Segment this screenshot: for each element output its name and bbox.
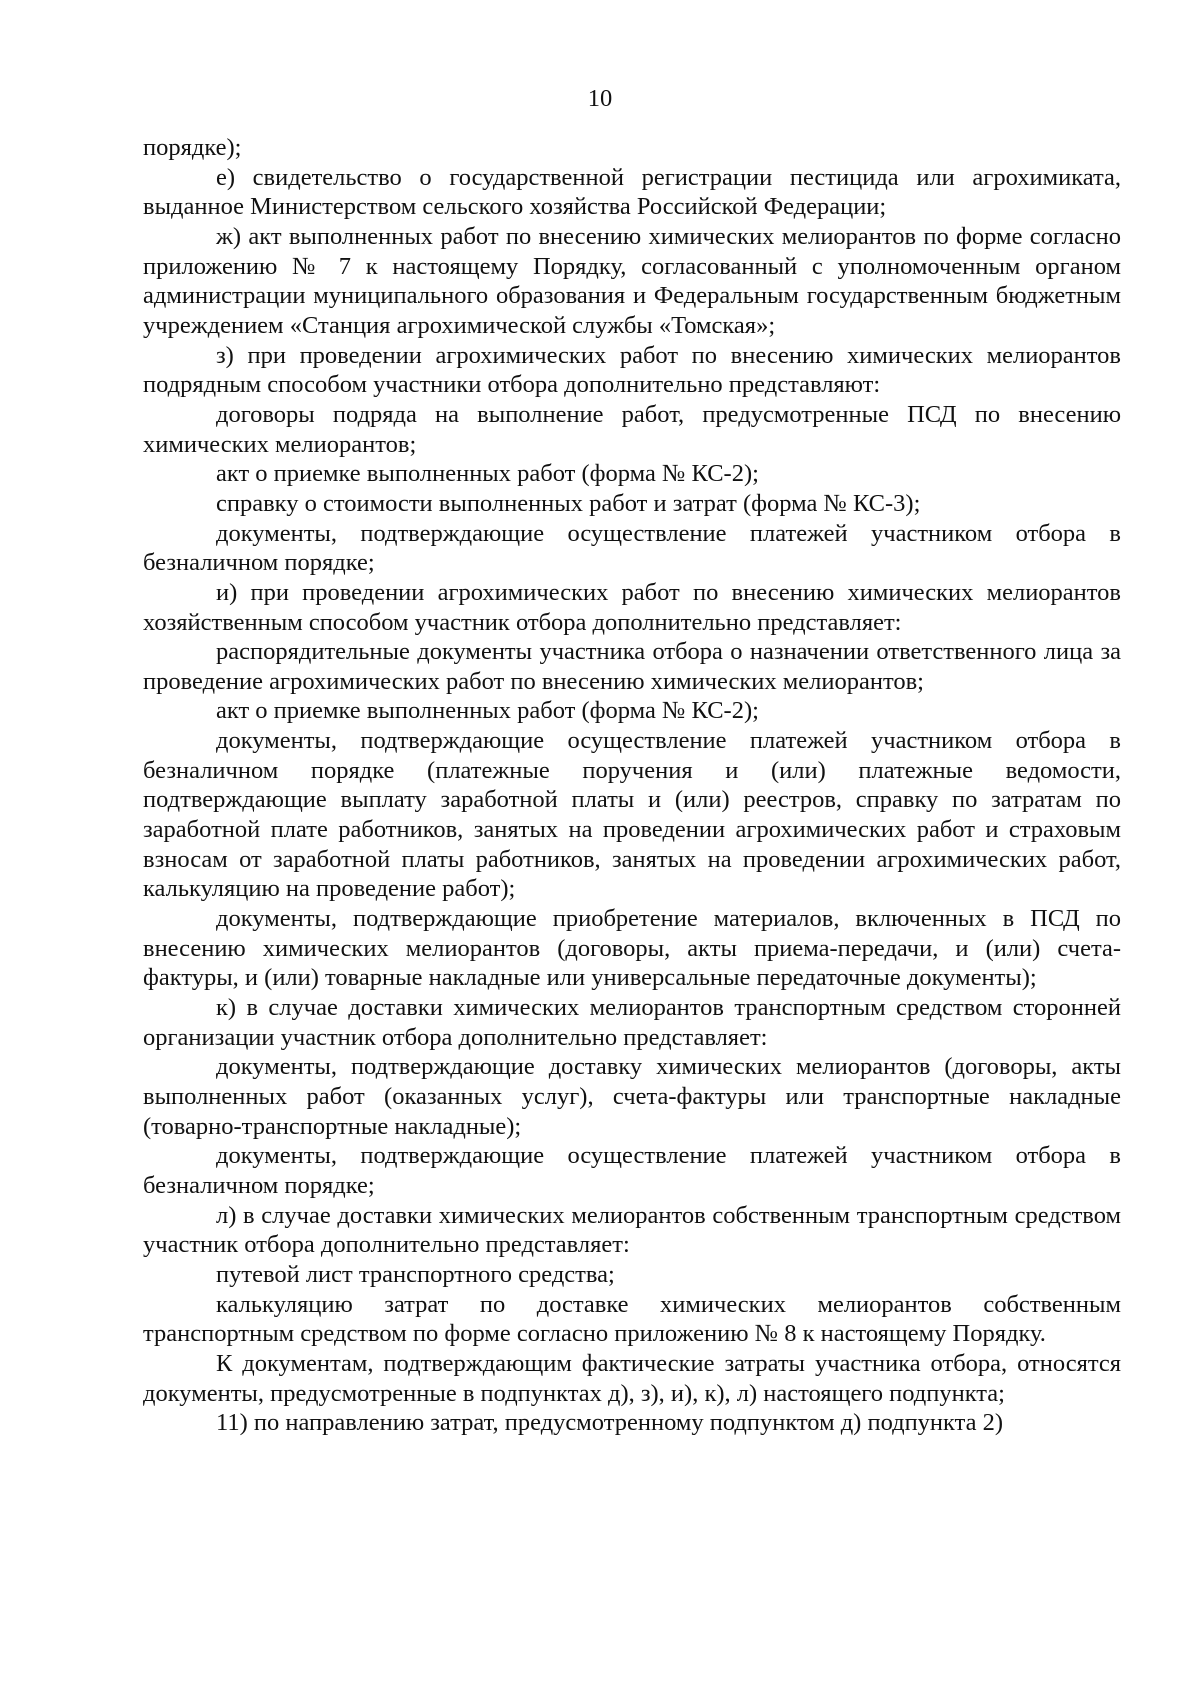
document-body	[143, 133, 1121, 1438]
paragraph-ks3-certificate: справку о стоимости выполненных работ и затрат (форма № КС-3);	[216, 489, 921, 517]
paragraph-waybill: путевой лист транспортного средства;	[216, 1260, 615, 1288]
paragraph-actual-costs: К документам, подтверждающим фактические затраты участника отбора, относятся документы, предусмотренные в подпунктах д), з), и), к), л) настоящего подпункта;	[143, 1349, 1121, 1407]
paragraph-contracts: договоры подряда на выполнение работ, предусмотренные ПСД по внесению химических мелиорантов;	[143, 400, 1121, 458]
paragraph-ks2-act: акт о приемке выполненных работ (форма № КС-2);	[216, 460, 759, 488]
paragraph-item-11: 11) по направлению затрат, предусмотренному подпунктом д) подпункта 2)	[216, 1409, 1004, 1437]
page-number: 10	[587, 85, 613, 112]
paragraph-delivery-docs: документы, подтверждающие доставку химических мелиорантов (договоры, акты выполненных работ (оказанных услуг), счета-фактуры или транспортные накладные (товарно-транспортные накладные);	[143, 1053, 1121, 1140]
paragraph-payment-docs-detailed: документы, подтверждающие осуществление платежей участником отбора в безналичном порядке (платежные поручения и (или) платежные ведомости, подтверждающие выплату заработной платы и (или) реестров, справку по затратам по заработной плате работников, занятых на проведении агрохимических работ и страховым взносам от заработной платы работников, занятых на проведении агрохимических работ, калькуляцию на проведение работ);	[143, 727, 1121, 903]
paragraph-ks2-act-2: акт о приемке выполненных работ (форма № КС-2);	[216, 697, 759, 725]
paragraph-cost-calculation: калькуляцию затрат по доставке химических мелиорантов собственным транспортным средством по форме согласно приложению № 8 к настоящему Порядку.	[143, 1290, 1121, 1348]
paragraph-item-i: и) при проведении агрохимических работ по внесению химических мелиорантов хозяйственным способом участник отбора дополнительно представляет:	[143, 578, 1121, 636]
paragraph-item-k: к) в случае доставки химических мелиорантов транспортным средством сторонней организации участник отбора дополнительно представляет:	[143, 994, 1121, 1051]
paragraph-payment-docs: документы, подтверждающие осуществление платежей участником отбора в безналичном порядке;	[143, 519, 1121, 577]
paragraph-administrative-docs: распорядительные документы участника отбора о назначении ответственного лица за проведение агрохимических работ по внесению химических мелиорантов;	[143, 638, 1121, 695]
paragraph-item-l: л) в случае доставки химических мелиорантов собственным транспортным средством участник отбора дополнительно представляет:	[143, 1201, 1121, 1259]
paragraph-payment-docs-2: документы, подтверждающие осуществление платежей участником отбора в безналичном порядке;	[143, 1142, 1121, 1199]
paragraph-item-z: з) при проведении агрохимических работ по внесению химических мелиорантов подрядным способом участники отбора дополнительно представляют:	[143, 341, 1121, 399]
paragraph-continuation: порядке);	[143, 134, 242, 161]
paragraph-item-zh: ж) акт выполненных работ по внесению химических мелиорантов по форме согласно приложению № 7 к настоящему Порядку, согласованный с уполномоченным органом администрации муниципального образования и Федеральным государственным бюджетным учреждением «Станция агрохимической службы «Томская»;	[143, 222, 1121, 339]
paragraph-item-e: е) свидетельство о государственной регистрации пестицида или агрохимиката, выданное Министерством сельского хозяйства Российской Федерации;	[143, 163, 1121, 221]
paragraph-materials-docs: документы, подтверждающие приобретение материалов, включенных в ПСД по внесению химических мелиорантов (договоры, акты приема-передачи, и (или) счета-фактуры, и (или) товарные накладные или универсальные передаточные документы);	[143, 905, 1121, 992]
